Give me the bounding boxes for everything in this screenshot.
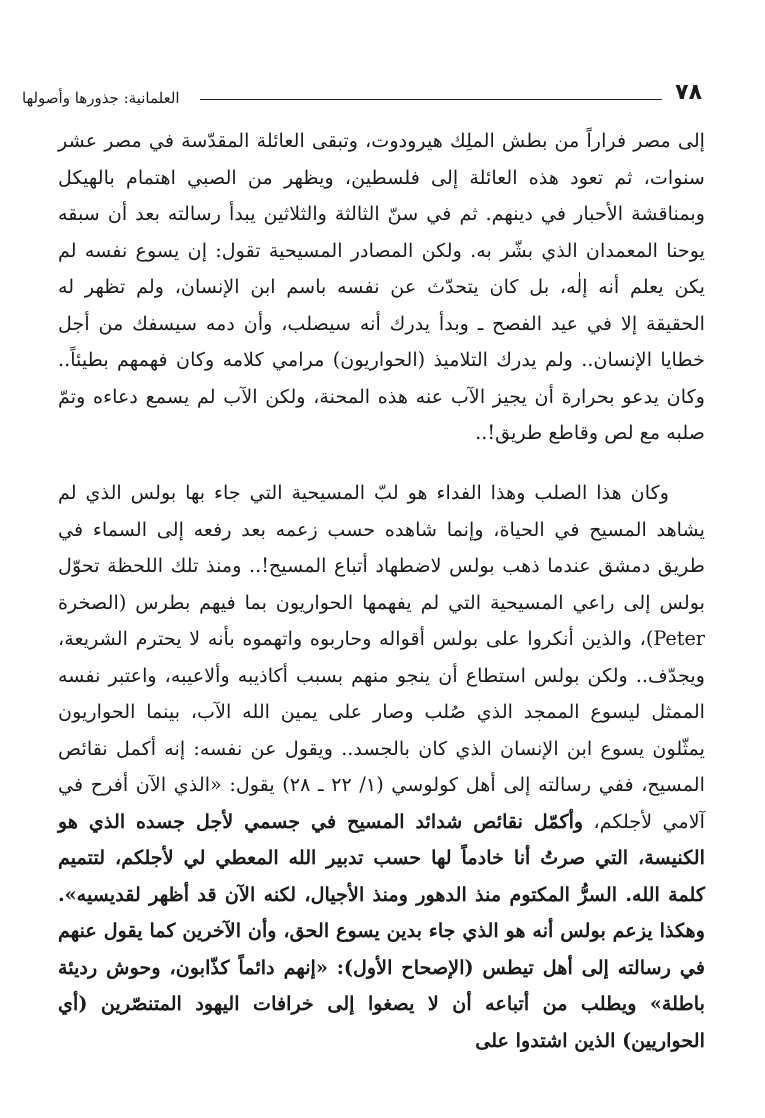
paragraph-2-text <box>58 475 705 1059</box>
page-number: ٧٨ <box>675 80 702 105</box>
paragraph-2-bold-quote: وأكمّل نقائص شدائد المسيح في جسمي لأجل جسده الذي هو الكنيسة، التي صرتُ أنا خادماً لها حسب تدبير الله المعطي لي لأجلكم، لتتميم كلمة الله. السرُّ المكتوم منذ الدهور ومنذ الأجيال، لكنه الآن قد أظهر لقديسيه». وهكذا يزعم بولس أنه هو الذي جاء بدين يسوع الحق، وأن الآخرين كما يقول عنهم في رسالته إلى أهل تيطس (الإصحاح الأول): «إنهم دائماً كذّابون، وحوش رديئة باطلة» ويطلب من أتباعه أن لا يصغوا إلى خرافات اليهود المتنصّرين (أي الحواريين) الذين اشتدوا على <box>58 809 705 1052</box>
header-rule <box>200 99 662 100</box>
paragraph-2 <box>58 475 705 1059</box>
paragraph-1 <box>58 123 705 452</box>
paragraph-2-regular: وكان هذا الصلب وهذا الفداء هو لبّ المسيحية التي جاء بها بولس الذي لم يشاهد المسيح في الحياة، وإنما شاهده حسب زعمه بعد رفعه إلى السماء في طريق دمشق عندما ذهب بولس لاضطهاد أتباع المسيح!.. ومنذ تلك اللحظة تحوّل بولس إلى راعي المسيحية التي لم يفهمها الحواريون بما فيهم بطرس (الصخرة Peter)، والذين أنكروا على بولس أقواله وحاربوه واتهموه بأنه لا يحترم الشريعة، ويجدّف.. ولكن بولس استطاع أن ينجو منهم بسبب أكاذيبه وألاعيبه، واعتبر نفسه الممثل ليسوع الممجد الذي صُلب وصار على يمين الله الآب، بينما الحواريون يمثّلون يسوع ابن الإنسان الذي كان بالجسد.. ويقول عن نفسه: إنه أكمل نقائص المسيح، ففي رسالته إلى أهل كولوسي (١/ ٢٢ ـ ٢٨) يقول: «الذي الآن أفرح في آلامي لأجلكم، <box>58 481 705 833</box>
page-header <box>22 80 702 114</box>
paragraph-1-text: إلى مصر فراراً من بطش الملِك هيرودوت، وتبقى العائلة المقدّسة في مصر عشر سنوات، ثم تعود هذه العائلة إلى فلسطين، ويظهر من الصبي اهتمام بالهيكل وبمناقشة الأحبار في دينهم. ثم في سنّ الثالثة والثلاثين يبدأ رسالته بعد أن سبقه يوحنا المعمدان الذي بشّر به. ولكن المصادر المسيحية تقول: إن يسوع نفسه لم يكن يعلم أنه إلٰه، بل كان يتحدّث عن نفسه باسم ابن الإنسان، ولم تظهر له الحقيقة إلا في عيد الفصح ـ وبدأ يدرك أنه سيصلب، وأن دمه سيسفك من أجل خطايا الإنسان.. ولم يدرك التلاميذ (الحواريون) مرامي كلامه وكان فهمهم بطيئاً.. وكان يدعو بحرارة أن يجيز الآب عنه هذه المحنة، ولكن الآب لم يسمع دعاءه وتمّ صلبه مع لص وقاطع طريق!.. <box>58 129 705 444</box>
running-title: العلمانية: جذورها وأصولها <box>22 89 180 107</box>
